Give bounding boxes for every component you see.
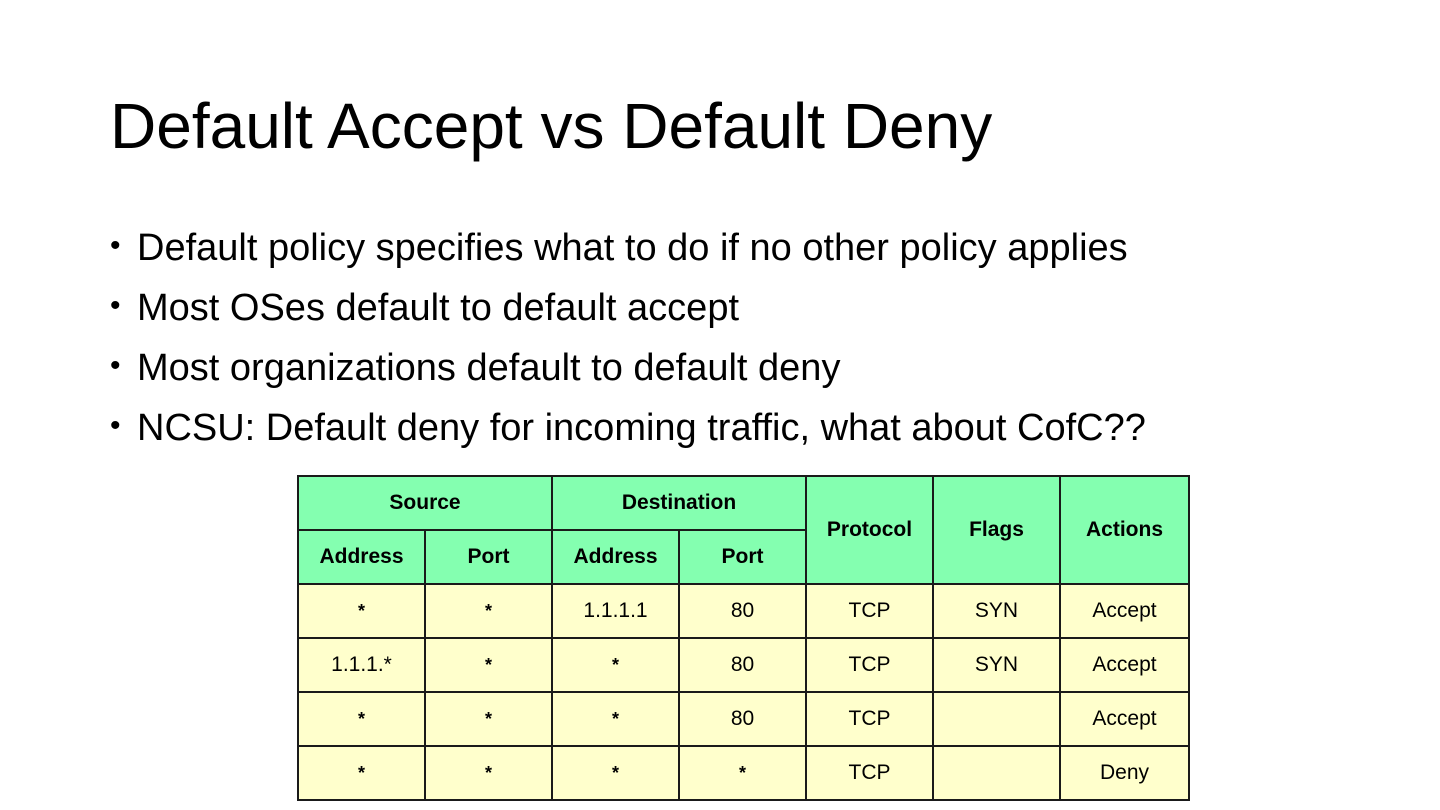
bullet-dot-icon: • — [110, 289, 121, 322]
header-destination-address: Address — [552, 530, 679, 584]
cell-source-port: * — [425, 746, 552, 800]
cell-flags: SYN — [933, 584, 1060, 638]
cell-action: Accept — [1060, 638, 1189, 692]
cell-protocol: TCP — [806, 638, 933, 692]
bullet-item — [110, 346, 1146, 406]
table-row — [298, 692, 1189, 746]
header-protocol: Protocol — [806, 476, 933, 584]
cell-source-address: * — [298, 746, 425, 800]
cell-source-address: * — [298, 584, 425, 638]
cell-flags — [933, 692, 1060, 746]
cell-destination-address: * — [552, 746, 679, 800]
bullet-text: NCSU: Default deny for incoming traffic, what about CofC?? — [137, 407, 1146, 449]
cell-source-port: * — [425, 638, 552, 692]
bullet-dot-icon: • — [110, 409, 121, 442]
bullet-text: Default policy specifies what to do if no other policy applies — [137, 227, 1128, 269]
cell-action: Accept — [1060, 692, 1189, 746]
table-row — [298, 584, 1189, 638]
cell-destination-port: 80 — [679, 584, 806, 638]
header-source: Source — [298, 476, 552, 530]
cell-flags — [933, 746, 1060, 800]
cell-protocol: TCP — [806, 746, 933, 800]
table-row — [298, 746, 1189, 800]
header-flags: Flags — [933, 476, 1060, 584]
header-destination-port: Port — [679, 530, 806, 584]
cell-source-port: * — [425, 584, 552, 638]
header-destination: Destination — [552, 476, 806, 530]
header-actions: Actions — [1060, 476, 1189, 584]
cell-action: Deny — [1060, 746, 1189, 800]
bullet-dot-icon: • — [110, 349, 121, 382]
bullet-dot-icon: • — [110, 229, 121, 262]
slide-title: Default Accept vs Default Deny — [110, 90, 993, 162]
cell-action: Accept — [1060, 584, 1189, 638]
table-row — [298, 638, 1189, 692]
cell-source-port: * — [425, 692, 552, 746]
cell-destination-address: 1.1.1.1 — [552, 584, 679, 638]
firewall-rule-table — [297, 475, 1190, 801]
header-source-port: Port — [425, 530, 552, 584]
cell-protocol: TCP — [806, 584, 933, 638]
header-source-address: Address — [298, 530, 425, 584]
cell-destination-port: 80 — [679, 692, 806, 746]
cell-destination-port: * — [679, 746, 806, 800]
cell-destination-port: 80 — [679, 638, 806, 692]
bullet-item — [110, 286, 1146, 346]
bullet-text: Most organizations default to default deny — [137, 347, 841, 389]
cell-flags: SYN — [933, 638, 1060, 692]
cell-destination-address: * — [552, 692, 679, 746]
bullet-list — [110, 226, 1146, 466]
bullet-item — [110, 406, 1146, 466]
bullet-text: Most OSes default to default accept — [137, 287, 740, 329]
cell-source-address: * — [298, 692, 425, 746]
cell-destination-address: * — [552, 638, 679, 692]
bullet-item — [110, 226, 1146, 286]
cell-source-address: 1.1.1.* — [298, 638, 425, 692]
cell-protocol: TCP — [806, 692, 933, 746]
